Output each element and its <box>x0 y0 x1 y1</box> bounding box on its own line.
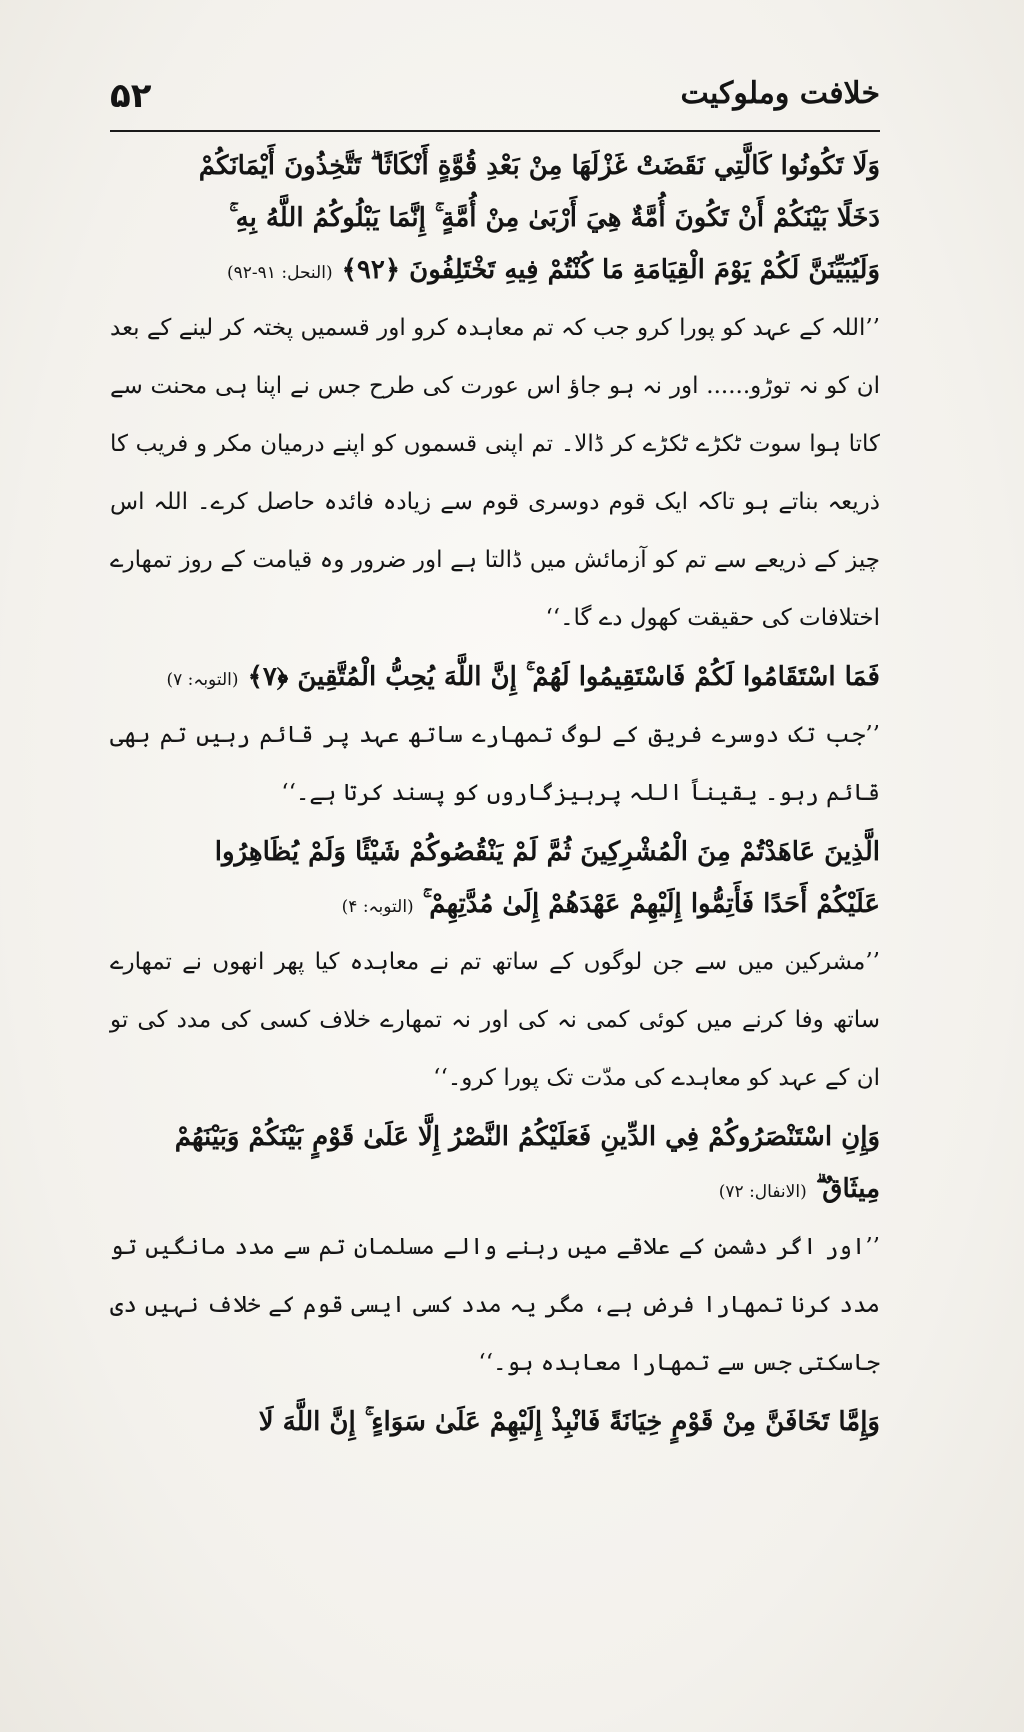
quran-verse-line <box>110 878 880 933</box>
urdu-translation: ’’مشرکین میں سے جن لوگوں کے ساتھ تم نے معاہدہ کیا پھر انھوں نے تمھارے ساتھ وفا کرنے میں کوئی کمی نہ کی اور نہ تمھارے خلاف کسی کی مدد کی تو ان کے عہد کو معاہدے کی مدّت تک پورا کرو۔‘‘ <box>110 949 880 1091</box>
verse-reference: (الانفال: ۷۲) <box>718 1182 807 1202</box>
quran-verse-text: مِيثَاقٌ ۗ <box>815 1174 880 1204</box>
quran-verse-line: وَإِنِ اسْتَنْصَرُوكُمْ فِي الدِّينِ فَعَلَيْكُمُ النَّصْرُ إِلَّا عَلَىٰ قَوْمٍ بَيْنَكُمْ وَبَيْنَهُمْ <box>174 1122 880 1152</box>
verse-block <box>110 1396 880 1448</box>
page-number: ۵۲ <box>110 76 152 116</box>
verse-reference: (التوبہ: ۴) <box>341 897 414 917</box>
quran-verse-line: الَّذِينَ عَاهَدْتُمْ مِنَ الْمُشْرِكِينَ ثُمَّ لَمْ يَنْقُصُوكُمْ شَيْئًا وَلَمْ يُظَاهِرُوا <box>214 837 880 867</box>
page-header <box>110 76 880 138</box>
verse-block <box>110 651 880 822</box>
quran-verse-text: عَلَيْكُمْ أَحَدًا فَأَتِمُّوا إِلَيْهِمْ عَهْدَهُمْ إِلَىٰ مُدَّتِهِمْ ۚ <box>422 889 880 919</box>
quran-verse-line: وَلَا تَكُونُوا كَالَّتِي نَقَضَتْ غَزْلَهَا مِنْ بَعْدِ قُوَّةٍ أَنْكَاثًا ۗ تَتَّخِذُونَ أَيْمَانَكُمْ <box>198 151 880 181</box>
book-title: خلافت وملوکیت <box>680 76 880 111</box>
quran-verse-text: فَمَا اسْتَقَامُوا لَكُمْ فَاسْتَقِيمُوا لَهُمْ ۚ إِنَّ اللَّهَ يُحِبُّ الْمُتَّقِينَ ﴿٧﴾ <box>247 662 880 692</box>
verse-block <box>110 140 880 647</box>
page-content <box>110 140 880 1452</box>
header-rule <box>110 130 880 132</box>
verse-reference: (النحل: ۹۱-۹۲) <box>227 263 333 283</box>
quran-verse-line <box>110 244 880 299</box>
quran-verse-line <box>110 1163 880 1218</box>
quran-verse-line: دَخَلًا بَيْنَكُمْ أَنْ تَكُونَ أُمَّةٌ هِيَ أَرْبَىٰ مِنْ أُمَّةٍ ۚ إِنَّمَا يَبْلُوكُمُ اللَّهُ بِهِ ۚ <box>229 203 880 233</box>
verse-block <box>110 826 880 1107</box>
verse-reference: (التوبہ: ۷) <box>166 670 239 690</box>
urdu-translation: ’’اور اگر دشمن کے علاقے میں رہنے والے مسلمان تم سے مدد مانگیں تو مدد کرنا تمھارا فرض ہے، مگر یہ مدد کسی ایسی قوم کے خلاف نہیں دی جاسکتی جس سے تمھارا معاہدہ ہو۔‘‘ <box>110 1234 880 1376</box>
quran-verse-line <box>110 651 880 706</box>
quran-verse-text: وَلَيُبَيِّنَنَّ لَكُمْ يَوْمَ الْقِيَامَةِ مَا كُنْتُمْ فِيهِ تَخْتَلِفُونَ ﴿٩٢﴾ <box>341 255 880 285</box>
quran-verse-line: وَإِمَّا تَخَافَنَّ مِنْ قَوْمٍ خِيَانَةً فَانْبِذْ إِلَيْهِمْ عَلَىٰ سَوَاءٍ ۚ إِنَّ اللَّهَ لَا <box>258 1407 880 1437</box>
urdu-translation: ’’جب تک دوسرے فریق کے لوگ تمھارے ساتھ عہد پر قائم رہیں تم بھی قائم رہو۔ یقیناً اللہ پرہیزگاروں کو پسند کرتا ہے۔‘‘ <box>110 722 880 806</box>
verse-block <box>110 1111 880 1392</box>
urdu-translation: ’’اللہ کے عہد کو پورا کرو جب کہ تم معاہدہ کرو اور قسمیں پختہ کر لینے کے بعد ان کو نہ توڑو...... اور نہ ہو جاؤ اس عورت کی طرح جس نے اپنا ہی محنت سے کاتا ہوا سوت ٹکڑے ٹکڑے کر ڈالا۔ تم اپنی قسموں کو اپنے درمیان مکر و فریب کا ذریعہ بناتے ہو تاکہ ایک قوم دوسری قوم سے زیادہ فائدہ حاصل کرے۔ اللہ اس چیز کے ذریعے سے تم کو آزمائش میں ڈالتا ہے اور ضرور وہ قیامت کے روز تمھارے اختلافات کی حقیقت کھول دے گا۔‘‘ <box>110 315 880 631</box>
